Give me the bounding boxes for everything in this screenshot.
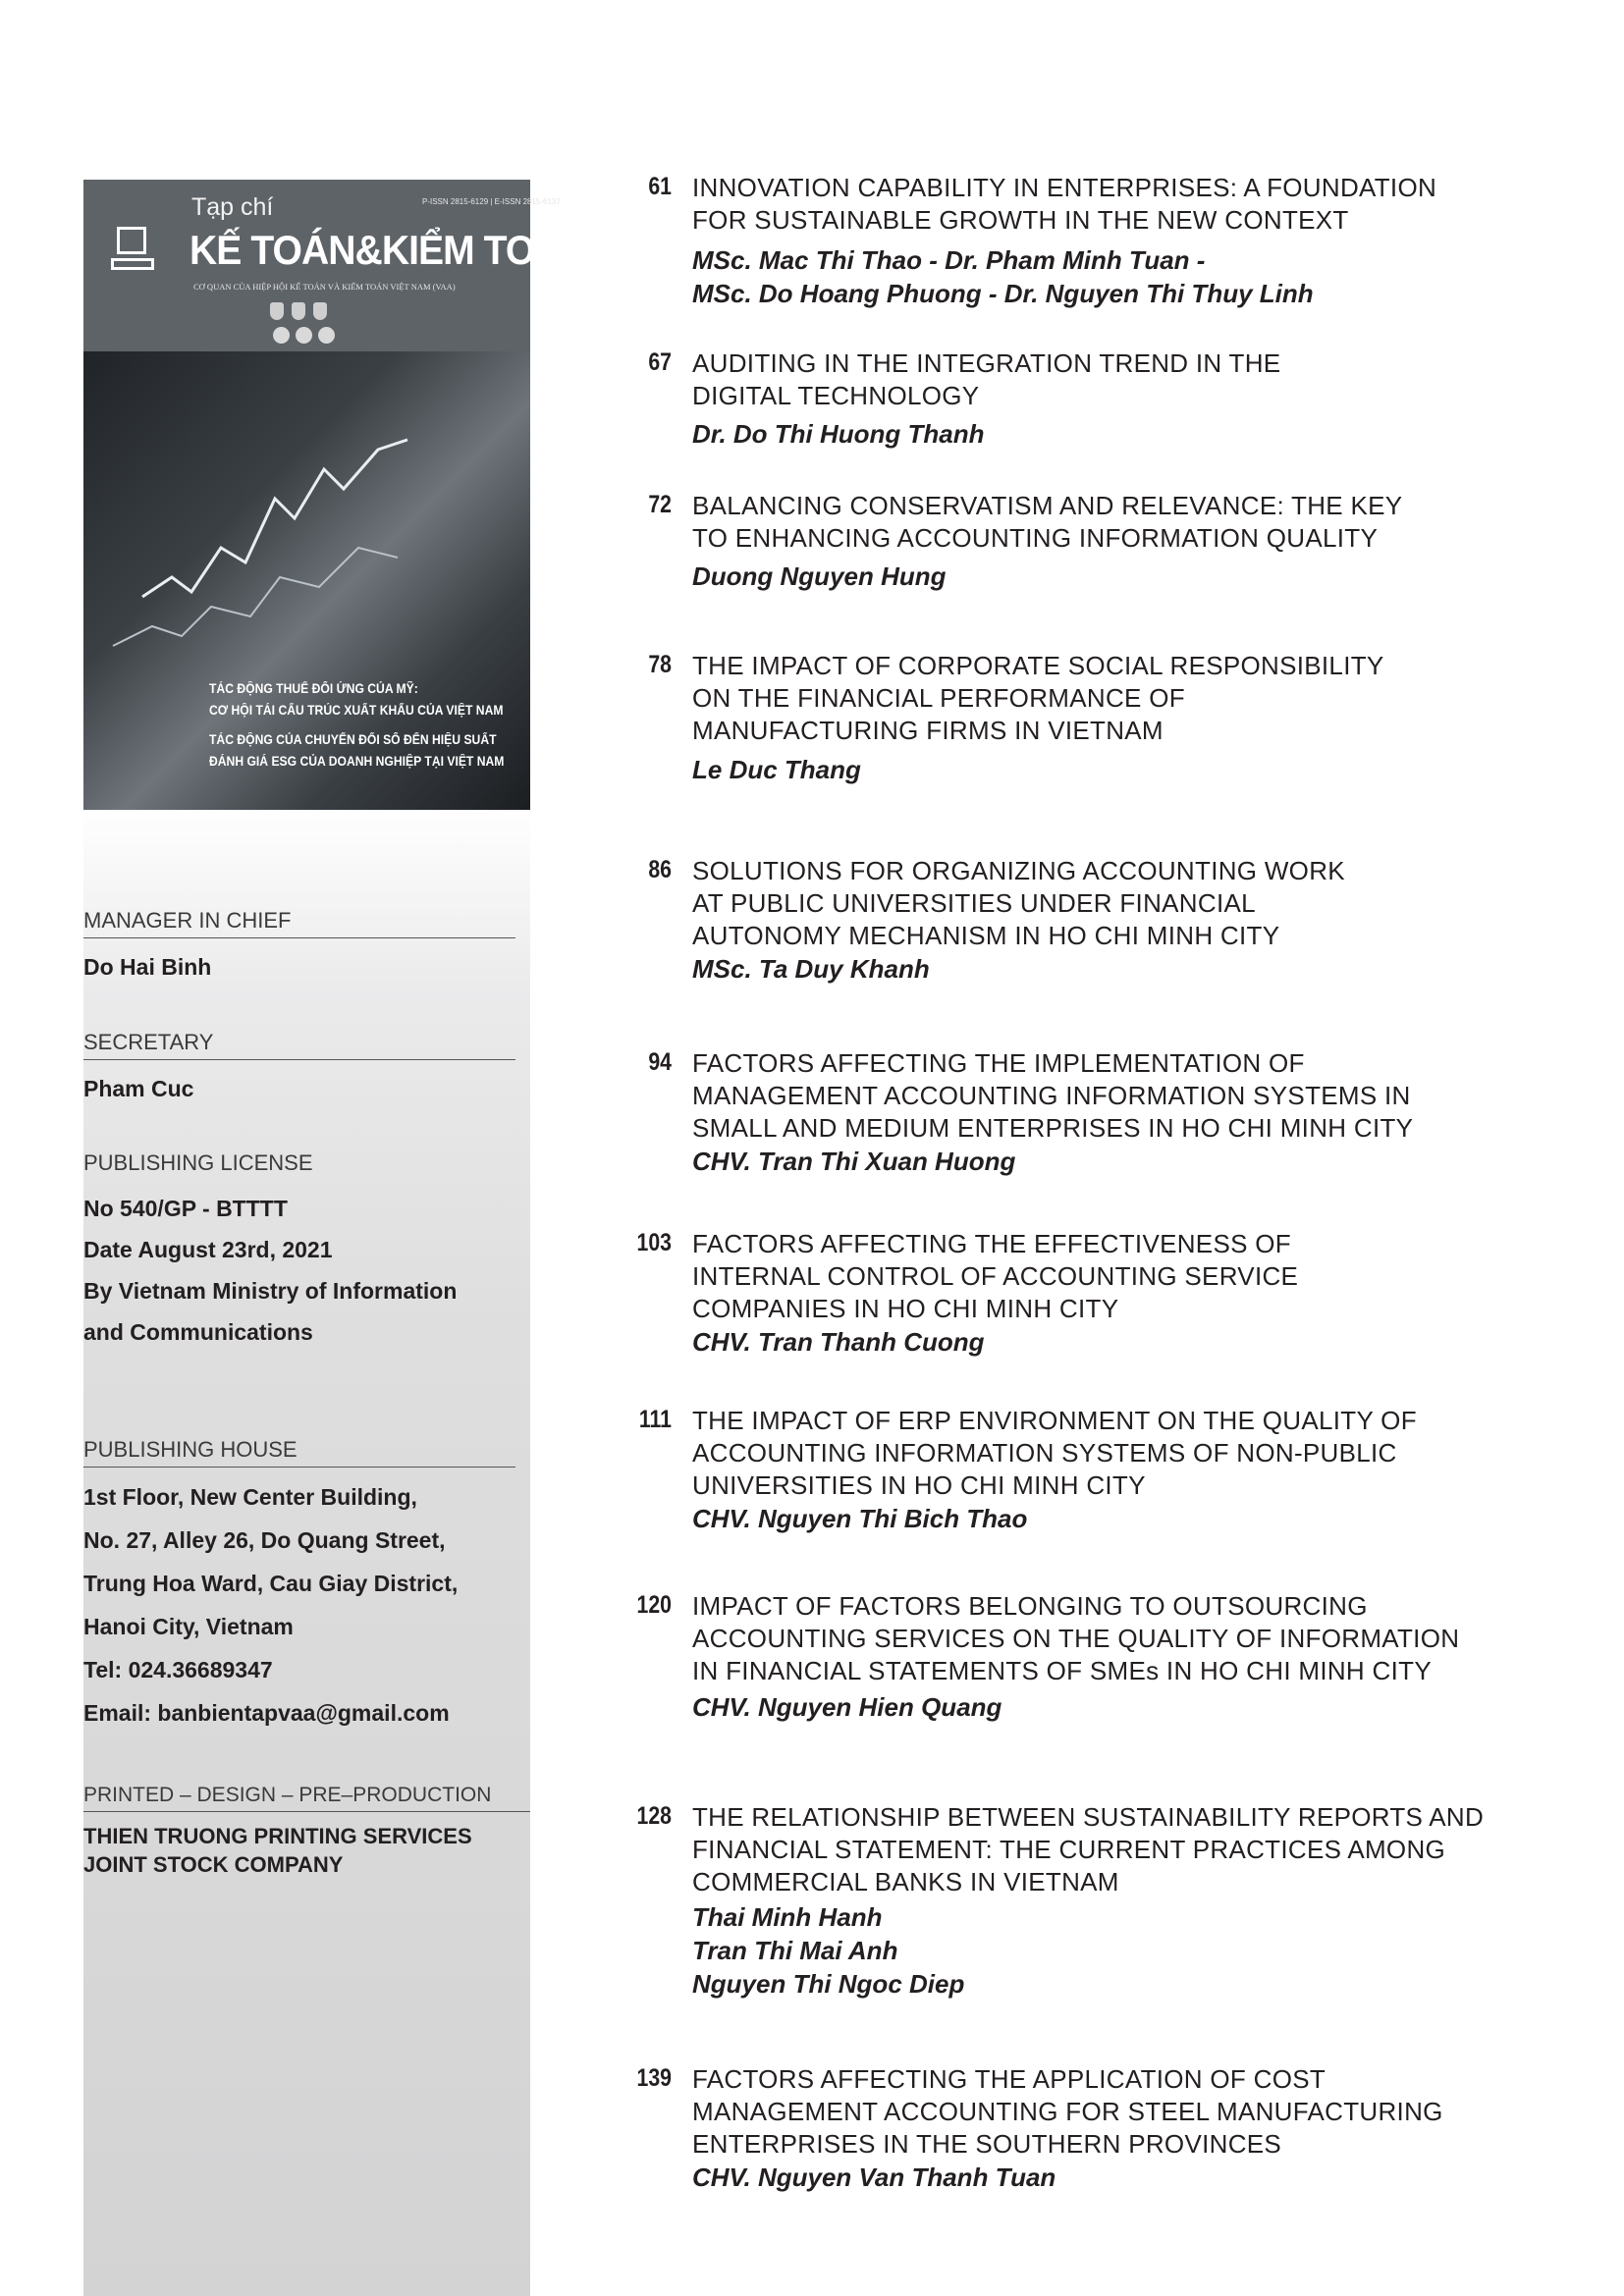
section-label: MANAGER IN CHIEF: [83, 908, 515, 938]
toc-title: [692, 2063, 1443, 2161]
toc-page-number: 139: [636, 2064, 672, 2092]
magazine-cover: [83, 180, 588, 810]
value-line: THIEN TRUONG PRINTING SERVICES: [83, 1824, 472, 1848]
section-value: [83, 1475, 515, 1735]
value-line: Hanoi City, Vietnam: [83, 1614, 294, 1639]
toc-title-line: COMPANIES IN HO CHI MINH CITY: [692, 1294, 1119, 1323]
toc-title-line: AT PUBLIC UNIVERSITIES UNDER FINANCIAL: [692, 888, 1256, 918]
toc-authors: [692, 1145, 1015, 1178]
value-line: No 540/GP - BTTTT: [83, 1196, 288, 1221]
toc-page-number: 61: [648, 173, 672, 200]
section-label: PUBLISHING HOUSE: [83, 1437, 515, 1468]
cover-isbn: P-ISSN 2815-6129 | E-ISSN 2815-6137: [422, 197, 561, 206]
toc-title-line: THE IMPACT OF CORPORATE SOCIAL RESPONSIBILITY: [692, 651, 1384, 680]
toc-title: [692, 1590, 1459, 1687]
value-line: JOINT STOCK COMPANY: [83, 1852, 344, 1877]
toc-title-line: MANAGEMENT ACCOUNTING FOR STEEL MANUFACTURING: [692, 2097, 1443, 2126]
toc-page-number: 120: [636, 1591, 672, 1619]
toc-title-line: INTERNAL CONTROL OF ACCOUNTING SERVICE: [692, 1261, 1299, 1291]
value-line: and Communications: [83, 1319, 313, 1345]
toc-title-line: ACCOUNTING INFORMATION SYSTEMS OF NON-PUBLIC: [692, 1438, 1397, 1468]
toc-title-line: SMALL AND MEDIUM ENTERPRISES IN HO CHI MINH CITY: [692, 1113, 1414, 1143]
toc-author-line: Tran Thi Mai Anh: [692, 1936, 898, 1965]
seal-icon: [296, 327, 312, 344]
section-label: PUBLISHING LICENSE: [83, 1150, 313, 1175]
toc-title-line: BALANCING CONSERVATISM AND RELEVANCE: THE KEY: [692, 491, 1403, 520]
toc-author-line: CHV. Nguyen Thi Bich Thao: [692, 1504, 1028, 1533]
toc-title: [692, 1228, 1298, 1325]
toc-authors: [692, 1502, 1027, 1535]
section-printed: [83, 1784, 530, 1879]
toc-title: [692, 855, 1345, 952]
cover-org: CƠ QUAN CỦA HIỆP HỘI KẾ TOÁN VÀ KIỂM TOÁN VIỆT NAM (VAA): [193, 282, 456, 292]
trophy-icon: [292, 302, 305, 320]
computer-logo-base-icon: [111, 258, 154, 270]
toc-title-line: AUDITING IN THE INTEGRATION TREND IN THE: [692, 348, 1281, 378]
toc-title-line: TO ENHANCING ACCOUNTING INFORMATION QUALITY: [692, 523, 1379, 553]
value-line: By Vietnam Ministry of Information: [83, 1278, 458, 1304]
toc-page-number: 78: [648, 651, 672, 678]
computer-logo-icon: [117, 227, 146, 254]
toc-title-line: MANUFACTURING FIRMS IN VIETNAM: [692, 716, 1164, 745]
toc-page-number: 72: [648, 491, 672, 518]
toc-author-line: Dr. Do Thi Huong Thanh: [692, 419, 985, 449]
toc-title-line: FINANCIAL STATEMENT: THE CURRENT PRACTICES AMONG: [692, 1835, 1446, 1864]
toc-page-number: 111: [638, 1406, 672, 1433]
toc-title: [692, 650, 1384, 747]
value-line: Do Hai Binh: [83, 954, 212, 980]
toc-page-number: 103: [636, 1229, 672, 1256]
value-line: Trung Hoa Ward, Cau Giay District,: [83, 1571, 459, 1596]
toc-author-line: CHV. Nguyen Hien Quang: [692, 1692, 1002, 1722]
toc-title-line: FACTORS AFFECTING THE EFFECTIVENESS OF: [692, 1229, 1291, 1258]
toc-author-line: Duong Nguyen Hung: [692, 561, 947, 591]
toc-title-line: THE IMPACT OF ERP ENVIRONMENT ON THE QUALITY OF: [692, 1406, 1417, 1435]
value-line: Email: banbientapvaa@gmail.com: [83, 1700, 450, 1726]
section-value: [83, 1188, 515, 1353]
toc-title-line: MANAGEMENT ACCOUNTING INFORMATION SYSTEMS IN: [692, 1081, 1411, 1110]
toc-author-line: CHV. Tran Thanh Cuong: [692, 1327, 985, 1357]
toc-title: [692, 1047, 1413, 1145]
toc-title-line: IN FINANCIAL STATEMENTS OF SMEs IN HO CHI MINH CITY: [692, 1656, 1432, 1685]
toc-title-line: AUTONOMY MECHANISM IN HO CHI MINH CITY: [692, 921, 1280, 950]
toc-authors: [692, 753, 861, 786]
cover-headline: ĐÁNH GIÁ ESG CỦA DOANH NGHIỆP TẠI VIỆT NAM: [209, 754, 505, 769]
value-line: Date August 23rd, 2021: [83, 1237, 333, 1262]
value-line: No. 27, Alley 26, Do Quang Street,: [83, 1527, 446, 1553]
toc-authors: [692, 1325, 985, 1359]
toc-title: [692, 1405, 1417, 1502]
toc-title-line: FACTORS AFFECTING THE APPLICATION OF COST: [692, 2064, 1326, 2094]
toc-authors: [692, 952, 930, 986]
toc-title-line: THE RELATIONSHIP BETWEEN SUSTAINABILITY REPORTS AND: [692, 1802, 1485, 1832]
section-publishing-house: [83, 1437, 515, 1735]
seal-icon: [273, 327, 290, 344]
cover-headline: CƠ HỘI TÁI CẤU TRÚC XUẤT KHẨU CỦA VIỆT NAM: [209, 703, 504, 718]
toc-title: [692, 490, 1402, 555]
cover-tap-chi: Tạp chí: [191, 193, 274, 221]
toc-author-line: MSc. Ta Duy Khanh: [692, 954, 930, 984]
cover-brand: KẾ TOÁN&KIỂM TOÁN: [189, 227, 588, 273]
toc-author-line: MSc. Do Hoang Phuong - Dr. Nguyen Thi Thuy Linh: [692, 279, 1314, 308]
toc-title-line: ACCOUNTING SERVICES ON THE QUALITY OF INFORMATION: [692, 1624, 1460, 1653]
toc-title-line: IMPACT OF FACTORS BELONGING TO OUTSOURCING: [692, 1591, 1368, 1621]
toc-authors: [692, 1690, 1001, 1724]
section-label: PRINTED – DESIGN – PRE–PRODUCTION: [83, 1784, 530, 1812]
value-line: 1st Floor, New Center Building,: [83, 1484, 417, 1510]
toc-title-line: ON THE FINANCIAL PERFORMANCE OF: [692, 683, 1185, 713]
toc-title-line: INNOVATION CAPABILITY IN ENTERPRISES: A FOUNDATION: [692, 173, 1437, 202]
section-manager: [83, 908, 515, 988]
toc-title-line: ENTERPRISES IN THE SOUTHERN PROVINCES: [692, 2129, 1282, 2159]
toc-authors: [692, 1900, 964, 2001]
section-value: [83, 1068, 515, 1109]
cover-headline: TÁC ĐỘNG CỦA CHUYỂN ĐỔI SỐ ĐẾN HIỆU SUẤT: [209, 732, 497, 747]
value-line: Pham Cuc: [83, 1076, 194, 1101]
toc-title: [692, 172, 1436, 237]
toc-authors: [692, 243, 1314, 310]
toc-author-line: Nguyen Thi Ngoc Diep: [692, 1969, 965, 1999]
toc-title-line: UNIVERSITIES IN HO CHI MINH CITY: [692, 1470, 1146, 1500]
seal-icon: [318, 327, 335, 344]
toc-title-line: FACTORS AFFECTING THE IMPLEMENTATION OF: [692, 1048, 1305, 1078]
section-label: SECRETARY: [83, 1030, 515, 1060]
toc-title-line: COMMERCIAL BANKS IN VIETNAM: [692, 1867, 1119, 1896]
value-line: Tel: 024.36689347: [83, 1657, 273, 1682]
toc-title-line: FOR SUSTAINABLE GROWTH IN THE NEW CONTEXT: [692, 205, 1349, 235]
toc-title: [692, 1801, 1484, 1898]
toc-author-line: Le Duc Thang: [692, 755, 861, 784]
cover-headline: TÁC ĐỘNG THUẾ ĐỐI ỨNG CỦA MỸ:: [209, 681, 418, 696]
trophy-icon: [270, 302, 284, 320]
section-license: [83, 1150, 515, 1353]
toc-page-number: 94: [648, 1048, 672, 1076]
toc-authors: [692, 560, 947, 593]
toc-authors: [692, 2161, 1056, 2194]
trophy-icon: [313, 302, 327, 320]
section-value: [83, 1822, 530, 1879]
toc-author-line: Thai Minh Hanh: [692, 1902, 883, 1932]
section-secretary: [83, 1030, 515, 1109]
toc-title: [692, 347, 1280, 412]
toc-page-number: 67: [648, 348, 672, 376]
toc-page-number: 128: [636, 1802, 672, 1830]
section-value: [83, 946, 515, 988]
toc-page-number: 86: [648, 856, 672, 883]
toc-title-line: SOLUTIONS FOR ORGANIZING ACCOUNTING WORK: [692, 856, 1345, 885]
toc-author-line: CHV. Tran Thi Xuan Huong: [692, 1147, 1016, 1176]
toc-title-line: DIGITAL TECHNOLOGY: [692, 381, 980, 410]
toc-author-line: CHV. Nguyen Van Thanh Tuan: [692, 2163, 1056, 2192]
toc-authors: [692, 417, 985, 451]
toc-author-line: MSc. Mac Thi Thao - Dr. Pham Minh Tuan -: [692, 245, 1206, 275]
